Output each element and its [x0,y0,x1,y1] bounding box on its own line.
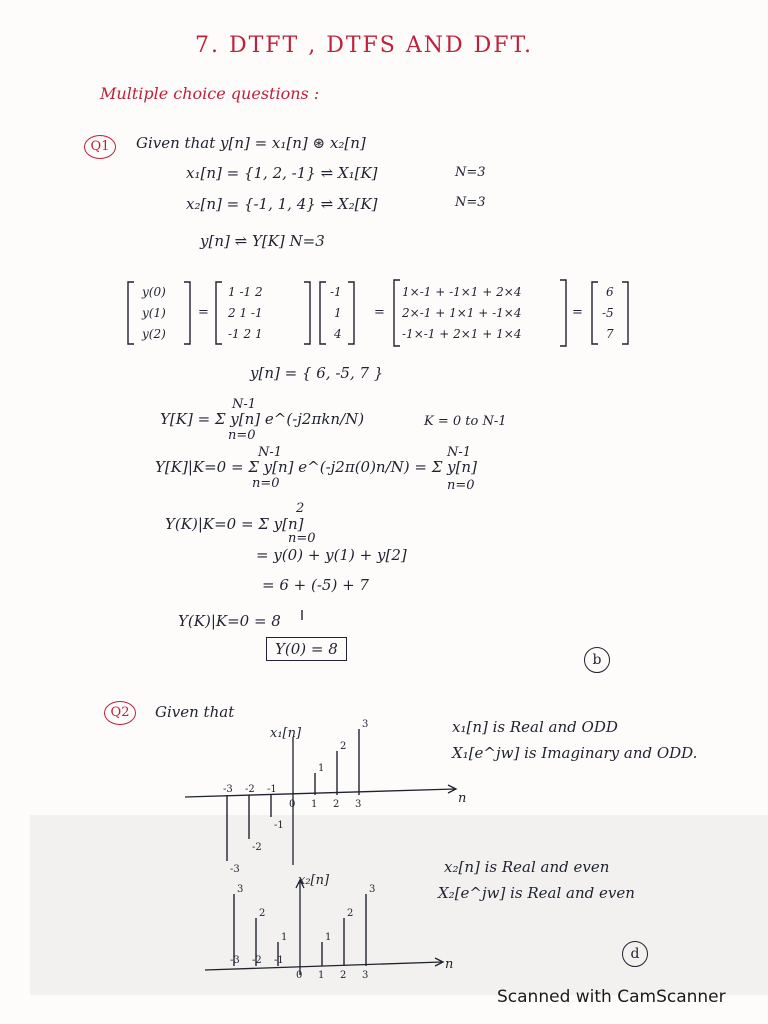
q1-badge: Q1 [84,135,116,159]
q1-dft-definition: Y[K] = Σ y[n] e^(-j2πkn/N) [160,410,365,428]
x-tick-label: -1 [274,955,284,966]
sum-lower-limit: n=0 [252,476,280,491]
x1-axis-label: x₁[n] [270,726,302,741]
x2-note-2: X₂[e^jw] is Real and even [438,884,635,902]
q1-dft-k0: Y[K]|K=0 = Σ y[n] e^(-j2π(0)n/N) = Σ y[n] [155,458,477,476]
section-heading: Multiple choice questions : [100,84,320,103]
x1-note-1: x₁[n] is Real and ODD [452,718,618,736]
stem-value-label: 2 [259,908,266,919]
stem-value-label: -1 [274,820,284,831]
matrix-b-cell: 4 [334,327,342,341]
equals-sign: = [572,305,583,320]
stem-value-label: 1 [325,932,332,943]
x1-stem-plot [223,719,368,875]
q1-y-result: y[n] = { 6, -5, 7 } [250,364,384,382]
x2-note-1: x₂[n] is Real and even [444,858,610,876]
x-tick-label: -3 [223,784,233,795]
x-tick-label: 1 [318,970,325,981]
x-tick-label: 3 [355,799,362,810]
q1-boxed-answer: Y(0) = 8 [266,637,347,661]
q1-y-relation: y[n] ⇌ Y[K] N=3 [200,232,325,250]
q1-answer-choice: b [584,647,610,673]
q1-result-line: Y(K)|K=0 = 8 [178,612,281,630]
stem-value-label: -2 [252,842,262,853]
x-tick-label: 1 [311,799,318,810]
q2-answer-choice: d [622,941,648,967]
q1-x1-n: N=3 [455,165,486,180]
sum-upper-limit: 2 [296,501,305,516]
x-tick-label: -1 [267,784,277,795]
matrix-c-row: 2×-1 + 1×1 + -1×4 [402,306,522,320]
stem-value-label: 1 [281,932,288,943]
q1-sum-k0: Y(K)|K=0 = Σ y[n] [165,515,304,533]
matrix-y-cell: y(2) [142,327,166,341]
stem-value-label: -3 [230,864,240,875]
matrix-b-cell: -1 [330,285,342,299]
stem-value-label: 3 [369,884,376,895]
x1-note-2: X₁[e^jw] is Imaginary and ODD. [452,744,698,762]
matrix-result-cell: 6 [606,285,614,299]
sum-lower-limit: n=0 [228,428,256,443]
sum-lower-limit: n=0 [288,531,316,546]
matrix-result-cell: -5 [602,306,614,320]
q1-x2-n: N=3 [455,195,486,210]
matrix-a-row: -1 2 1 [228,327,263,341]
x-tick-label: -3 [230,955,240,966]
q1-x1-seq: x₁[n] = {1, 2, -1} ⇌ X₁[K] [186,164,378,182]
matrix-y-cell: y(0) [142,285,166,299]
stem-value-label: 2 [347,908,354,919]
q1-x2-seq: x₂[n] = {-1, 1, 4} ⇌ X₂[K] [186,195,378,213]
matrix-y-cell: y(1) [142,306,166,320]
page-title: 7. DTFT , DTFS AND DFT. [195,33,533,58]
camscanner-footer: Scanned with CamScanner [497,987,726,1007]
q1-given: Given that y[n] = x₁[n] ⊛ x₂[n] [136,134,366,152]
matrix-b-cell: 1 [334,306,342,320]
matrix-a-row: 2 1 -1 [228,306,263,320]
stem-value-label: 1 [318,763,325,774]
stem-value-label: 2 [340,741,347,752]
matrix-a-row: 1 -1 2 [228,285,263,299]
stem-value-label: 3 [362,719,369,730]
equals-sign: = [198,305,209,320]
q1-expansion-2: = 6 + (-5) + 7 [262,576,369,594]
x1-n-label: n [458,791,467,806]
x-tick-label: 3 [362,970,369,981]
x1-axes [185,737,456,865]
matrix-c-row: -1×-1 + 2×1 + 1×4 [402,327,522,341]
sum-upper-limit: N-1 [447,445,472,460]
x2-n-label: n [445,957,454,972]
sum-upper-limit: N-1 [232,397,257,412]
x-tick-label: 2 [333,799,340,810]
matrix-result-cell: 7 [606,327,614,341]
x2-axis-label: x₂[n] [298,873,330,888]
x-tick-label: -2 [252,955,262,966]
sum-lower-limit: n=0 [447,478,475,493]
q1-dft-range: K = 0 to N-1 [424,414,507,429]
x-tick-label: 2 [340,970,347,981]
sum-upper-limit: N-1 [258,445,283,460]
equals-sign: = [374,305,385,320]
q2-given: Given that [155,703,235,721]
stem-value-label: 3 [237,884,244,895]
q2-badge: Q2 [104,701,136,725]
x-tick-label: 0 [289,799,296,810]
x-tick-label: 0 [296,970,303,981]
q1-expansion-1: = y(0) + y(1) + y[2] [256,546,407,564]
matrix-c-row: 1×-1 + -1×1 + 2×4 [402,285,522,299]
x-tick-label: -2 [245,784,255,795]
